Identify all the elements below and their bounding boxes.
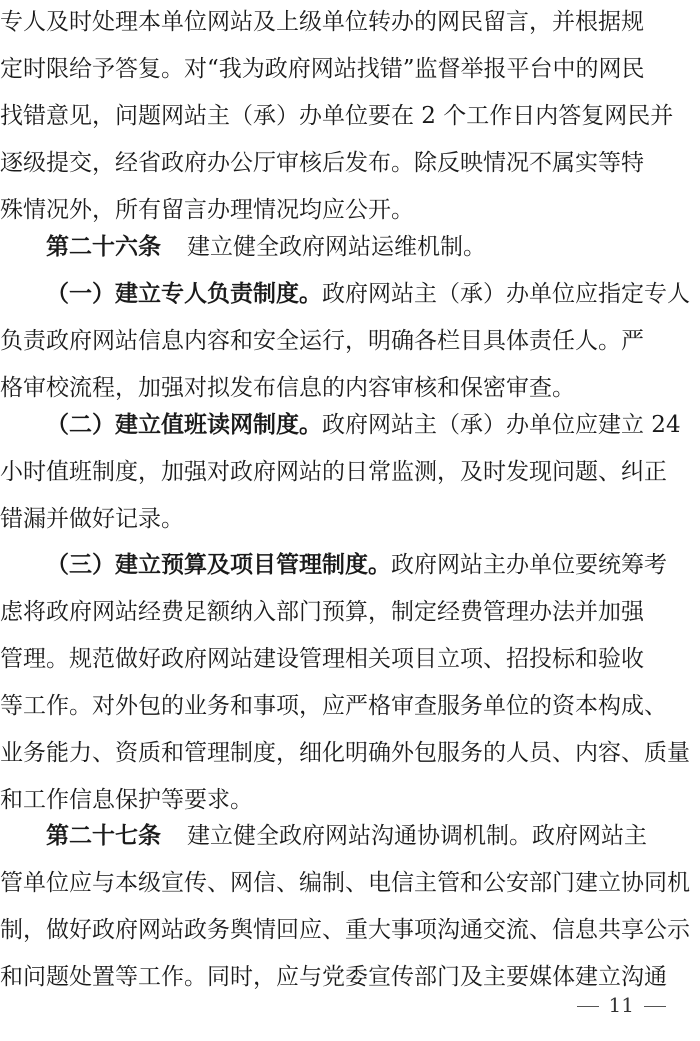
body-text-line: 和问题处置等工作。同时，应与党委宣传部门及主要媒体建立沟通 [0,964,667,990]
body-text-line: 殊情况外，所有留言办理情况均应公开。 [0,197,414,223]
body-text-line: 错漏并做好记录。 [0,506,184,532]
body-text-line: 专人及时处理本单位网站及上级单位转办的网民留言，并根据规 [0,9,644,35]
body-text-line: 格审校流程，加强对拟发布信息的内容审核和保密审查。 [0,375,575,401]
item-1-label: （一）建立专人负责制度。 [46,280,322,307]
body-text-line: 小时值班制度，加强对政府网站的日常监测，及时发现问题、纠正 [0,459,667,485]
article-27 [46,816,647,856]
body-text-line: 等工作。对外包的业务和事项，应严格审查服务单位的资本构成、 [0,693,667,719]
article-26-heading: 第二十六条 [46,234,161,260]
body-text-line: 管单位应与本级宣传、网信、编制、电信主管和公安部门建立协同机 [0,870,690,896]
item-1-text: 政府网站主（承）办单位应指定专人 [322,281,690,307]
item-3-text: 政府网站主办单位要统筹考 [391,552,667,578]
body-text-line: 逐级提交，经省政府办公厅审核后发布。除反映情况不属实等特 [0,150,644,176]
right-dash [644,1006,666,1007]
left-dash [577,1006,599,1007]
item-3-label: （三）建立预算及项目管理制度。 [46,551,391,578]
article-27-text: 建立健全政府网站沟通协调机制。政府网站主 [187,823,647,849]
body-text-line: 和工作信息保护等要求。 [0,787,253,813]
page-number-footer [567,990,676,1020]
body-text-line: 虑将政府网站经费足额纳入部门预算，制定经费管理办法并加强 [0,599,644,625]
article-26 [46,227,486,267]
item-1-first-line [46,274,690,314]
item-2-first-line [46,405,681,445]
item-2-text: 政府网站主（承）办单位应建立 24 [322,412,681,438]
body-text-line: 制，做好政府网站政务舆情回应、重大事项沟通交流、信息共享公示 [0,917,690,943]
page-number: 11 [608,993,634,1017]
item-3-first-line [46,545,667,585]
body-text-line: 业务能力、资质和管理制度，细化明确外包服务的人员、内容、质量 [0,740,690,766]
body-text-line: 找错意见，问题网站主（承）办单位要在 2 个工作日内答复网民并 [0,103,674,129]
article-26-text: 建立健全政府网站运维机制。 [187,234,486,260]
body-text-line: 管理。规范做好政府网站建设管理相关项目立项、招投标和验收 [0,646,644,672]
article-27-heading: 第二十七条 [46,823,161,849]
item-2-label: （二）建立值班读网制度。 [46,411,322,438]
body-text-line: 负责政府网站信息内容和安全运行，明确各栏目具体责任人。严 [0,328,644,354]
body-text-line: 定时限给予答复。对“我为政府网站找错”监督举报平台中的网民 [0,56,645,82]
